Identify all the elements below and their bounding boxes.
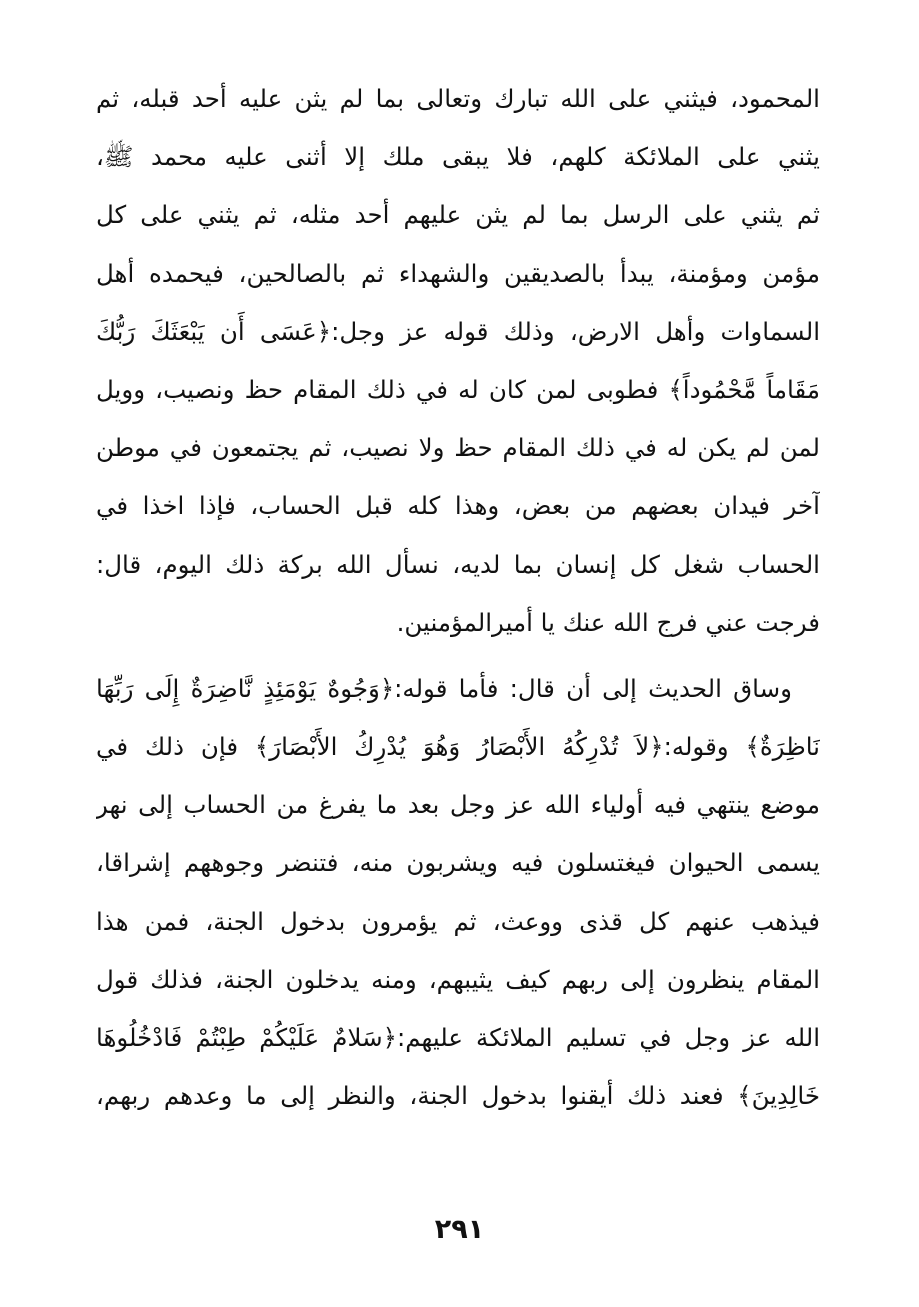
text-line: يسمى الحيوان فيغتسلون فيه ويشربون منه، فتنضر وجوههم إشراقا، — [96, 848, 820, 878]
page-number: ٢٩١ — [434, 1214, 485, 1245]
text-line: خَالِدِينَ﴾ فعند ذلك أيقنوا بدخول الجنة، والنظر إلى ما وعدهم ربهم، — [96, 1081, 820, 1111]
text-line: وساق الحديث إلى أن قال: فأما قوله:﴿وَجُوهٌ يَوْمَئِذٍ نَّاضِرَةٌ إِلَى رَبِّهَا — [96, 673, 792, 703]
text-line: لمن لم يكن له في ذلك المقام حظ ولا نصيب، ثم يجتمعون في موطن — [96, 433, 820, 463]
text-line: مؤمن ومؤمنة، يبدأ بالصديقين والشهداء ثم بالصالحين، فيحمده أهل — [96, 258, 820, 288]
text-line: المحمود، فيثني على الله تبارك وتعالى بما لم يثن عليه أحد قبله، ثم — [96, 84, 820, 113]
text-line: ثم يثني على الرسل بما لم يثن عليهم أحد مثله، ثم يثني على كل — [96, 200, 820, 230]
text-line: فرجت عني فرج الله عنك يا أميرالمؤمنين. — [396, 607, 820, 637]
text-line: الله عز وجل في تسليم الملائكة عليهم:﴿سَلامٌ عَلَيْكُمْ طِبْتُمْ فَادْخُلُوهَا — [96, 1023, 820, 1052]
text-line: آخر فيدان بعضهم من بعض، وهذا كله قبل الحساب، فإذا اخذا في — [96, 491, 820, 521]
text-line: السماوات وأهل الارض، وذلك قوله عز وجل:﴿عَسَى أَن يَبْعَثَكَ رَبُّكَ — [96, 316, 820, 346]
paragraph-2 — [96, 660, 820, 1126]
paragraph-1 — [96, 70, 820, 652]
text-line: فيذهب عنهم كل قذى ووعث، ثم يؤمرون بدخول الجنة، فمن هذا — [96, 906, 820, 936]
text-line: المقام ينظرون إلى ربهم كيف يثيبهم، ومنه يدخلون الجنة، فذلك قول — [96, 964, 820, 994]
text-line: مَقَاماً مَّحْمُوداً﴾ فطوبى لمن كان له في ذلك المقام حظ ونصيب، وويل — [96, 374, 820, 404]
paragraph-gap — [96, 652, 820, 660]
text-line: نَاظِرَةٌ﴾ وقوله:﴿لاَ تُدْرِكُهُ الأَبْصَارُ وَهُوَ يُدْرِكُ الأَبْصَارَ﴾ فإن ذلك في — [96, 732, 820, 762]
text-line: يثني على الملائكة كلهم، فلا يبقى ملك إلا أثنى عليه محمد ﷺ، — [96, 142, 820, 172]
text-line: موضع ينتهي فيه أولياء الله عز وجل بعد ما يفرغ من الحساب إلى نهر — [96, 790, 820, 820]
page-body — [96, 70, 820, 1125]
text-line: الحساب شغل كل إنسان بما لديه، نسأل الله بركة ذلك اليوم، قال: — [96, 549, 820, 579]
